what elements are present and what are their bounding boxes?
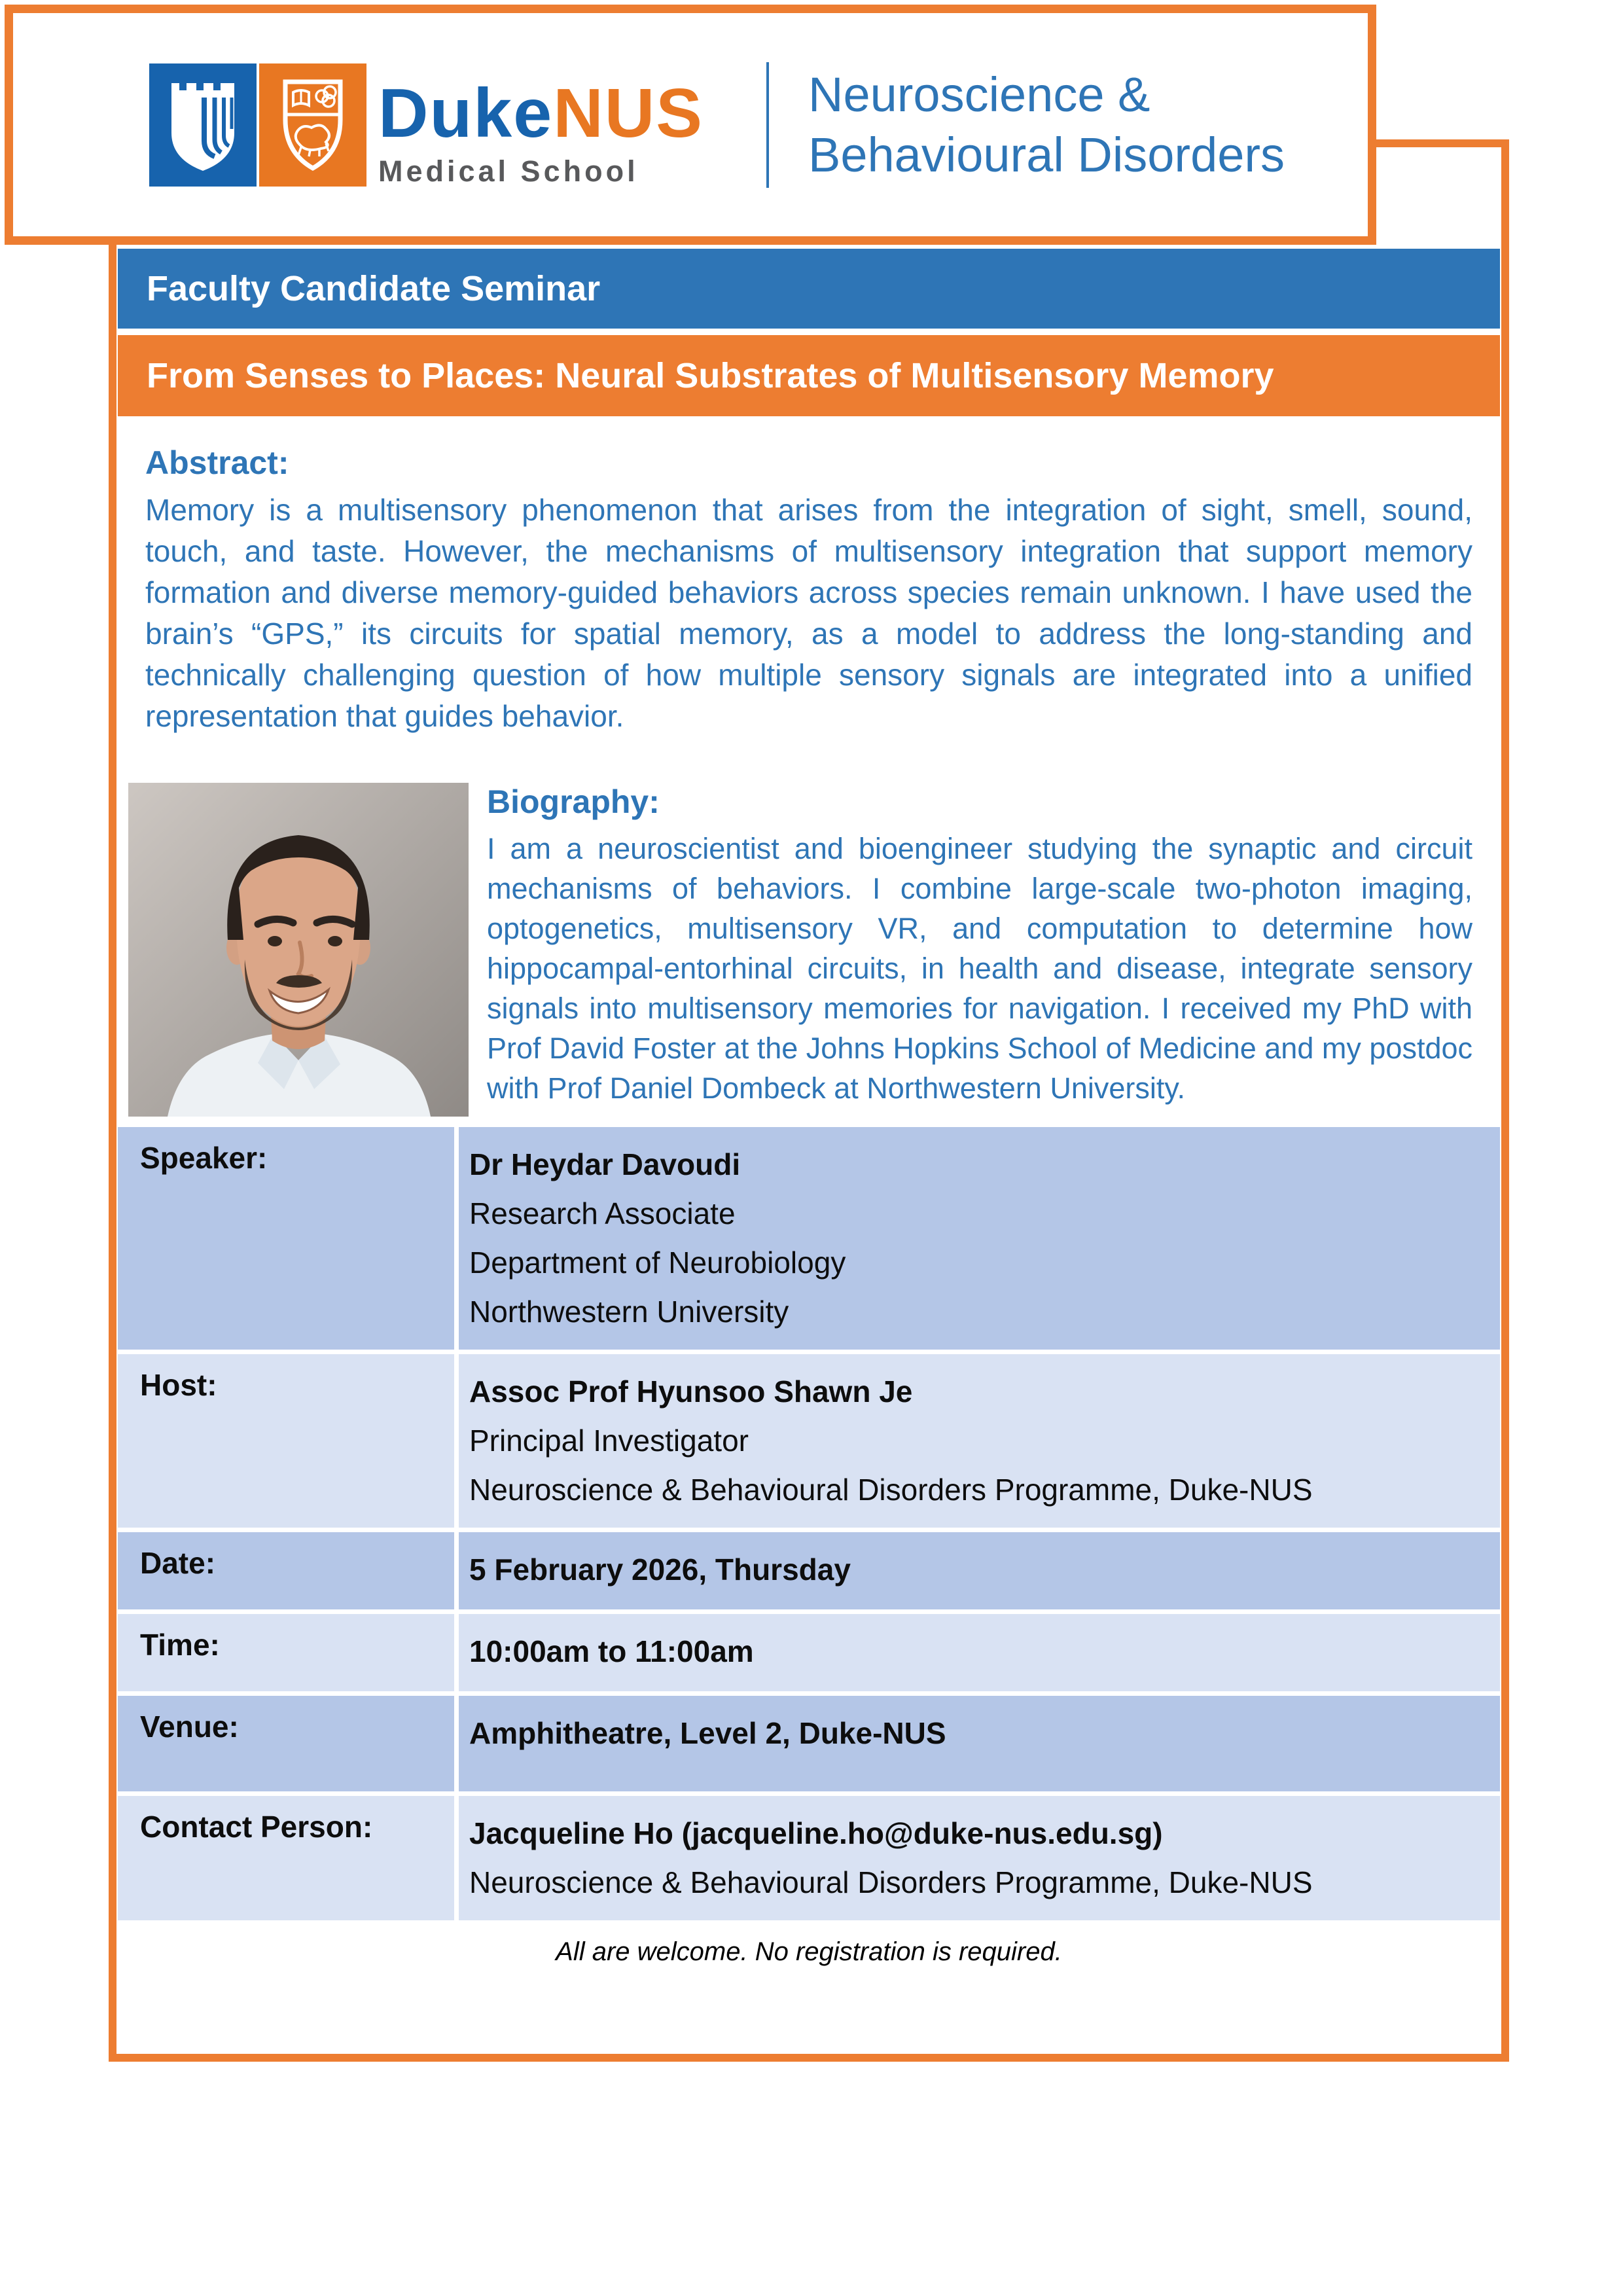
contact-person-value xyxy=(459,1796,1500,1920)
host-value xyxy=(459,1354,1500,1528)
speaker-label: Speaker: xyxy=(118,1127,454,1350)
programme-title-line1: Neuroscience & xyxy=(808,67,1150,122)
contact-person-label: Contact Person: xyxy=(118,1796,454,1920)
wordmark-nus: NUS xyxy=(553,74,704,152)
content-box xyxy=(109,139,1509,2062)
speaker-photo xyxy=(128,783,469,1117)
host-name: Assoc Prof Hyunsoo Shawn Je xyxy=(469,1374,913,1408)
nus-crest-icon xyxy=(259,63,366,187)
talk-title-banner xyxy=(118,335,1500,416)
header-divider xyxy=(766,62,769,188)
biography-heading: Biography: xyxy=(487,783,660,820)
talk-title-label: From Senses to Places: Neural Substrates of Multisensory Memory xyxy=(147,356,1274,395)
speaker-value xyxy=(459,1127,1500,1350)
speaker-name: Dr Heydar Davoudi xyxy=(469,1147,741,1181)
host-programme: Neuroscience & Behavioural Disorders Programme, Duke-NUS xyxy=(469,1473,1313,1507)
venue-value xyxy=(459,1696,1500,1791)
biography-section xyxy=(128,783,1472,1117)
date-label: Date: xyxy=(118,1532,454,1609)
speaker-photo-illustration xyxy=(128,783,469,1117)
host-label: Host: xyxy=(118,1354,454,1528)
wordmark-duke: Duke xyxy=(378,74,554,152)
wordmark-subtitle: Medical School xyxy=(378,154,639,188)
speaker-title: Research Associate xyxy=(469,1196,736,1230)
contact-person-name-email: Jacqueline Ho (jacqueline.ho@duke-nus.edu.sg) xyxy=(469,1816,1163,1850)
dukenus-logo xyxy=(149,63,366,187)
footer-note: All are welcome. No registration is required. xyxy=(556,1937,1062,1966)
venue-text: Amphitheatre, Level 2, Duke-NUS xyxy=(469,1716,946,1750)
contact-person-programme: Neuroscience & Behavioural Disorders Programme, Duke-NUS xyxy=(469,1865,1313,1899)
biography-text xyxy=(487,783,1472,1117)
dukenus-wordmark-text xyxy=(378,74,704,152)
biography-body: I am a neuroscientist and bioengineer studying the synaptic and circuit mechanisms of behaviors. I combine large-scale two-photon imaging, optogenetics, multisensory VR, and computation to determine how hippocampal-entorhinal circuits, in health and disease, integrate sensory signals into multisensory memories for navigation. I received my PhD with Prof David Foster at the Johns Hopkins School of Medicine and my postdoc with Prof Daniel Dombeck at Northwestern University. xyxy=(487,832,1472,1105)
speaker-department: Department of Neurobiology xyxy=(469,1246,846,1280)
dukenus-wordmark xyxy=(378,74,704,188)
date-text: 5 February 2026, Thursday xyxy=(469,1552,851,1587)
duke-shield-icon xyxy=(149,63,257,187)
abstract-body: Memory is a multisensory phenomenon that arises from the integration of sight, smell, sound, touch, and taste. However, the mechanisms of multisensory integration that support memory formation and diverse memory-guided behaviors across species remain unknown. I have used the brain’s “GPS,” its circuits for spatial memory, as a model to address the long-standing and technically challenging question of how multiple sensory signals are integrated into a unified representation that guides behavior. xyxy=(145,493,1472,733)
header-box xyxy=(5,5,1376,245)
abstract-section xyxy=(145,444,1472,737)
details-table xyxy=(118,1127,1500,1920)
seminar-type-label: Faculty Candidate Seminar xyxy=(147,269,601,308)
abstract-heading: Abstract: xyxy=(145,444,289,481)
time-value xyxy=(459,1614,1500,1691)
seminar-type-banner xyxy=(118,249,1500,329)
time-text: 10:00am to 11:00am xyxy=(469,1634,754,1668)
time-label: Time: xyxy=(118,1614,454,1691)
host-title: Principal Investigator xyxy=(469,1424,749,1458)
programme-title-line2: Behavioural Disorders xyxy=(808,127,1285,182)
venue-label: Venue: xyxy=(118,1696,454,1791)
programme-title xyxy=(808,65,1285,185)
date-value xyxy=(459,1532,1500,1609)
speaker-university: Northwestern University xyxy=(469,1295,789,1329)
